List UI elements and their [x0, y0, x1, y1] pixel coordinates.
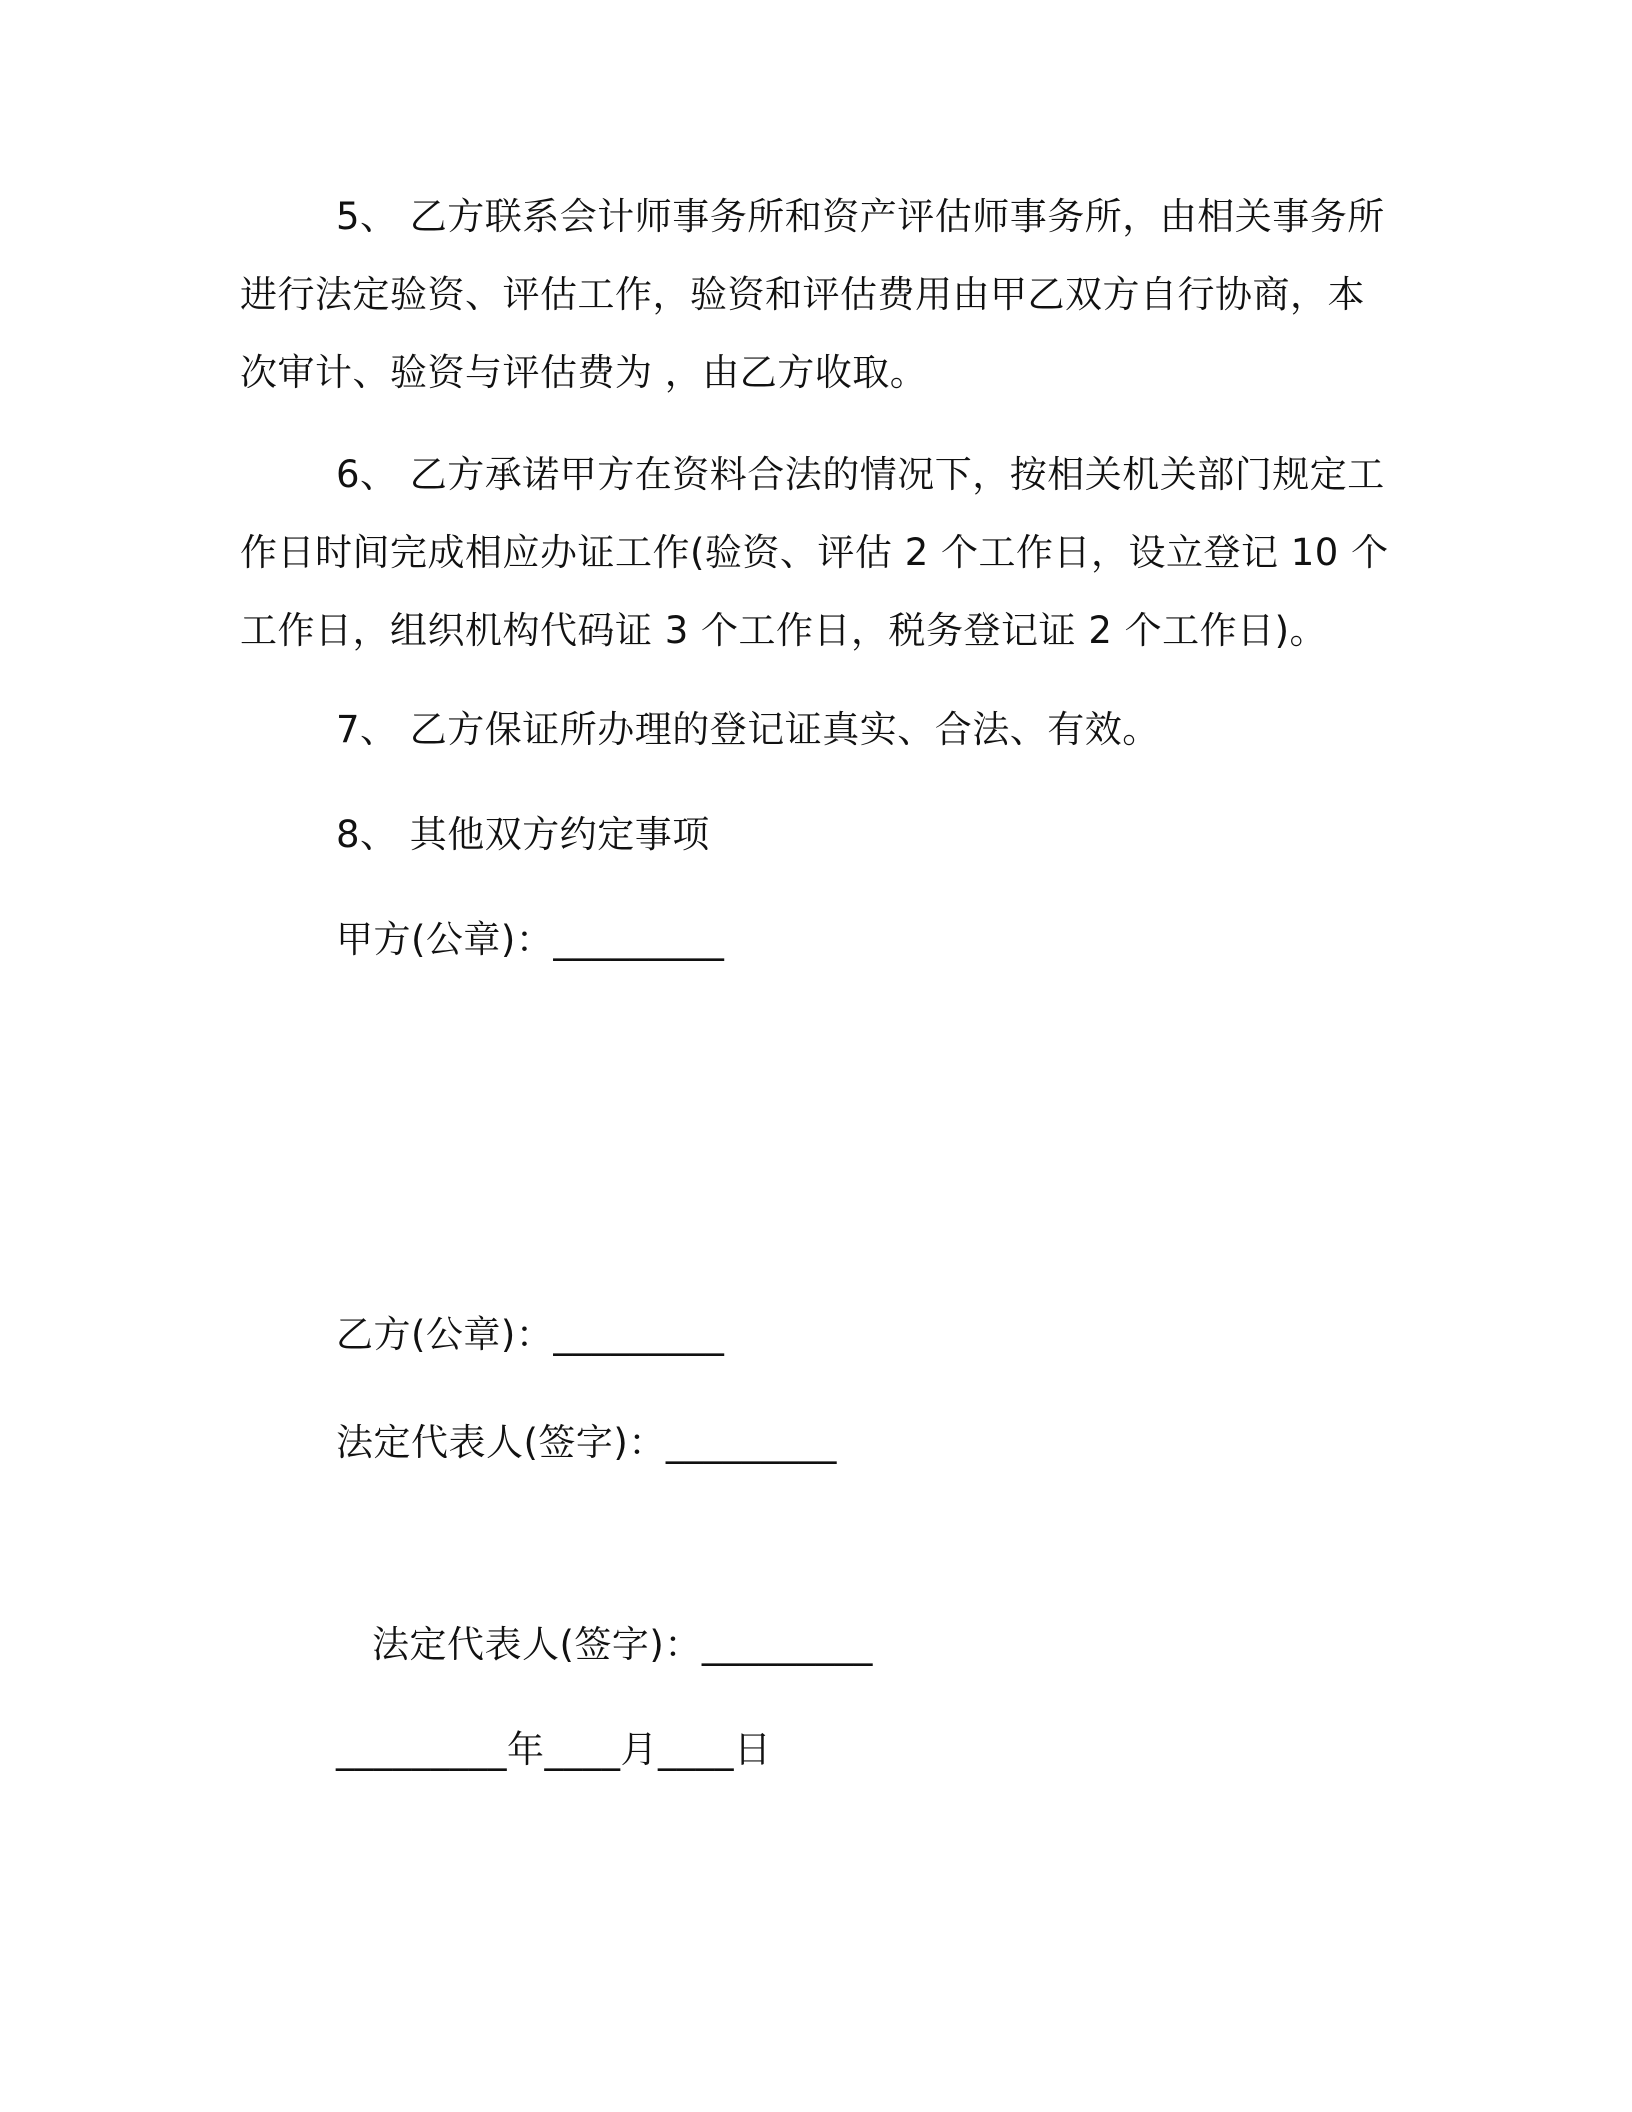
clause-5-line-2: 进行法定验资、评估工作，验资和评估费用由甲乙双方自行协商，本 — [240, 273, 1365, 316]
clause-5-line-1: 5、 乙方联系会计师事务所和资产评估师事务所，由相关事务所 — [336, 195, 1385, 238]
clause-6-line-2: 作日时间完成相应办证工作(验资、评估 2 个工作日，设立登记 10 个 — [240, 531, 1389, 574]
clause-6-line-3: 工作日，组织机构代码证 3 个工作日，税务登记证 2 个工作日)。 — [240, 609, 1328, 652]
clause-5-line-3: 次审计、验资与评估费为 ，由乙方收取。 — [240, 351, 928, 394]
clause-7: 7、 乙方保证所办理的登记证真实、合法、有效。 — [336, 708, 1160, 751]
clause-8: 8、 其他双方约定事项 — [336, 813, 710, 856]
date-line: _________年____月____日 — [336, 1728, 772, 1771]
clause-6-line-1: 6、 乙方承诺甲方在资料合法的情况下，按相关机关部门规定工 — [336, 453, 1385, 496]
party-b-seal-line: 乙方(公章)：_________ — [336, 1313, 725, 1356]
clause-6 — [240, 436, 1389, 670]
party-a-seal-line: 甲方(公章)：_________ — [336, 918, 725, 961]
clause-5 — [240, 178, 1385, 412]
legal-representative-signature-line: 法定代表人(签字)：_________ — [336, 1421, 837, 1464]
legal-representative-signature-line-2: 法定代表人(签字)：_________ — [372, 1623, 873, 1666]
